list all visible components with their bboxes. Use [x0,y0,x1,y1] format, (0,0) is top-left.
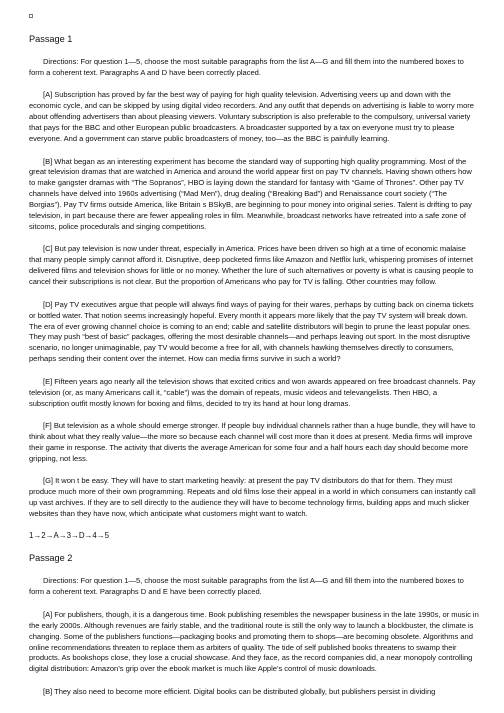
document-body [29,34,479,709]
paragraph-b: [B] What began as an interesting experiment has become the standard way of supporting high quality programming. Most of the great television dramas that are watched in America and around the world appear first on pay TV channels. Having shown others how to make gangster dramas with “The Sopranos”, HBO is laying down the standard for fantasy with “Game of Thrones”. Other pay TV channels have delved into 1960s advertising (“Mad Men”), drug dealing (“Breaking Bad”) and Renaissance court society (“The Borgias”). Pay TV firms outside America, like Britain s BSkyB, are beginning to pour money into original series. Talent is drifting to pay television, in part because there are fewer appealing roles in film. Meanwhile, broadcast networks have retreated into a safe zone of sitcoms, police procedurals and singing competitions. [29,156,472,231]
page-mark [29,14,33,18]
paragraph-c: [C] But pay television is now under threat, especially in America. Prices have been driven so high at a time of economic malaise that many people simply cannot afford it. Disruptive, deep pocketed firms like Amazon and Netflix lurk, whispering promises of internet delivered films and television shows for little or no money. Whether the lure of such alternatives or poverty is what is causing people to cancel their subscriptions is not clear. But the proportion of Americans who pay for TV is falling. Other countries may follow. [29,244,474,287]
paragraph-b: [B] They also need to become more efficient. Digital books can be distributed globally, but publishers persist in dividing [43,686,436,696]
paragraph-g: [G] It won t be easy. They will have to start marketing heavily: at present the pay TV distributors do that for them. They must produce much more of their own programming. Repeats and old films lose their appeal in a world in which consumers can instantly call up vast archives. If they are to sell directly to the audience they will have to become technology firms, building apps and much slicker websites than they have now, which anticipate what customers might want to watch. [29,476,476,518]
passage-title: Passage 2 [29,553,73,564]
directions: Directions: For question 1—5, choose the most suitable paragraphs from the list A—G and fill them into the numbered boxes to form a coherent text. Paragraphs D and E have been correctly placed. [29,576,464,597]
passage-2 [29,553,479,697]
paragraph-f: [F] But television as a whole should emerge stronger. If people buy individual channels rather than a huge bundle, they will have to think about what they really value—the more so because each channel will cost more than it does at present. Media firms will improve their game in response. The activity that diverts the average American for some four and a half hours each day should become more gripping, not less. [29,421,476,463]
passage-title: Passage 1 [29,34,73,44]
paragraph-e: [E] Fifteen years ago nearly all the television shows that excited critics and won awards appeared on free broadcast channels. Pay television (or, as many Americans call it, “cable”) was the domain of repeats, music videos and televangelists. Then HBO, a subscription outfit mostly known for boxing and films, decided to try its hand at hour long dramas. [29,376,476,408]
paragraph-a: [A] For publishers, though, it is a dangerous time. Book publishing resembles the newspaper business in the late 1990s, or music in the early 2000s. Although revenues are fairly stable, and the traditional route is still the only way to launch a blockbuster, the climate is changing. Some of the publishers functions—packaging books and promoting them to shops—are becoming obsolete. Algorithms and online recommendations threaten to replace them as arbiters of quality. The tide of self published books threatens to swamp their products. As bookshops close, they lose a crucial showcase. And they face, as the record companies did, a near monopoly controlling digital distribution: Amazon’s grip over the ebook market is much like Apple’s control of music downloads. [29,609,479,674]
passage-1 [29,34,479,542]
paragraph-d: [D] Pay TV executives argue that people will always find ways of paying for their wares, perhaps by cutting back on cinema tickets or bottled water. That notion seems increasingly hopeful. Every month it appears more likely that the pay TV system will break down. The era of ever growing channel choice is coming to an end; cable and satellite distributors will begin to prune the least popular ones. They may push “best of basic” packages, offering the most desirable channels—and perhaps leaving out sport. In the most disruptive scenario, no longer unimaginable, pay TV would become a free for all, with channels hawking themselves directly to consumers, perhaps sending their content over the internet. How can media firms survive in such a world? [29,299,474,364]
directions: Directions: For question 1—5, choose the most suitable paragraphs from the list A—G and fill them into the numbered boxes to form a coherent text. Paragraphs A and D have been correctly placed. [29,57,464,77]
answer-order: 1→2→A→3→D→4→5 [29,531,109,541]
paragraph-a: [A] Subscription has proved by far the best way of paying for high quality television. Advertising veers up and down with the economic cycle, and can be skipped by using digital video recorders. And any outfit that depends on advertising is liable to worry more about offending advertisers than about pleasing viewers. Voluntary subscription is also preferable to the compulsory, universal variety that pays for the BBC and other European public broadcasters. A broadcaster supported by a tax on everyone must try to please everyone. And a government can starve public broadcasters of money, too—as the BBC is painfully learning. [29,90,474,144]
